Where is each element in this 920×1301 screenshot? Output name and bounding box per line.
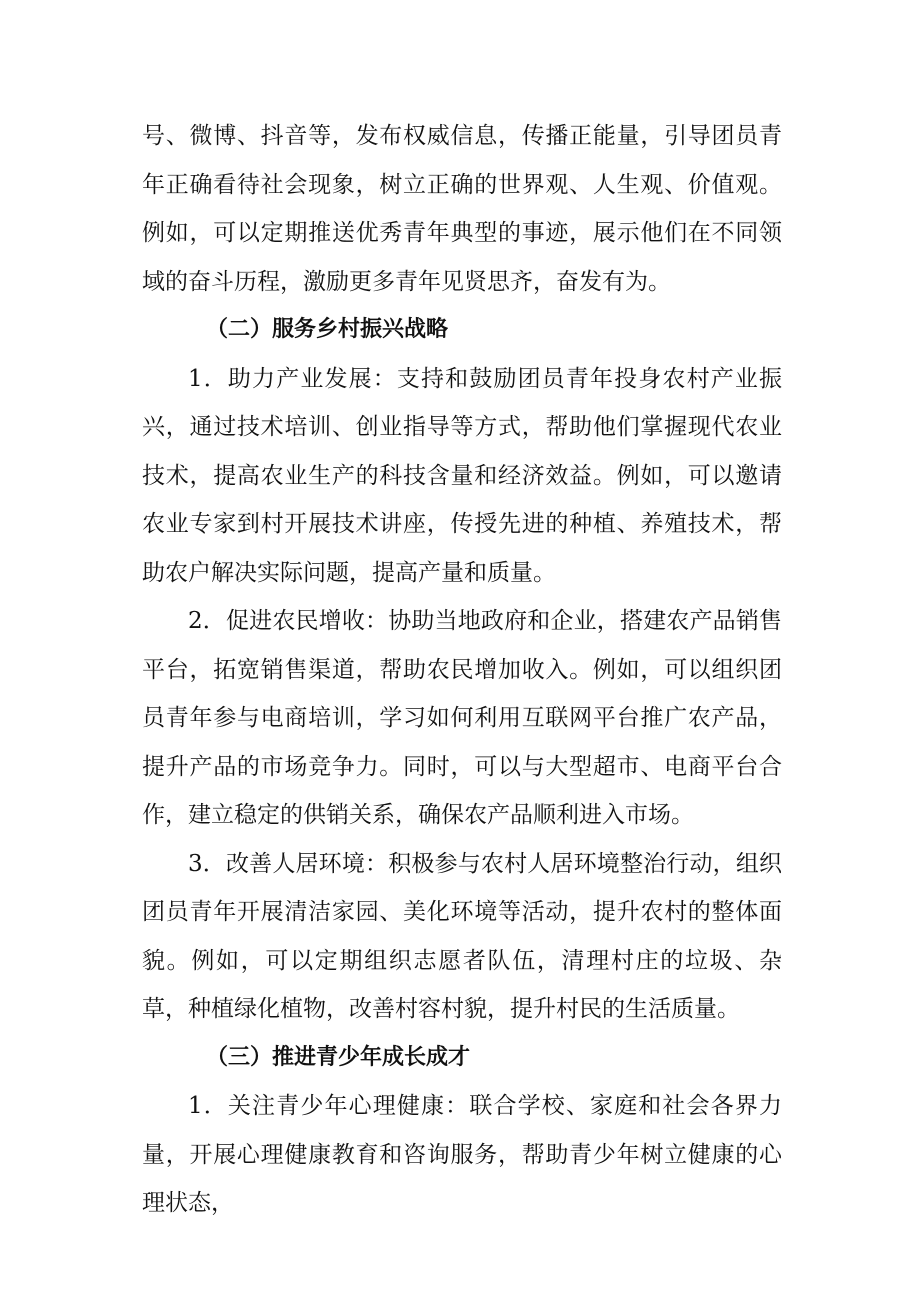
paragraph-industry-development: 1．助力产业发展：支持和鼓励团员青年投身农村产业振兴，通过技术培训、创业指导等方式，帮助他们掌握现代农业技术，提高农业生产的科技含量和经济效益。例如，可以邀请农业专家到村开展技术讲座，传授先进的种植、养殖技术，帮助农户解决实际问题，提高产量和质量。: [142, 365, 782, 586]
paragraph-living-environment: 3．改善人居环境：积极参与农村人居环境整治行动，组织团员青年开展清洁家园、美化环境等活动，提升农村的整体面貌。例如，可以定期组织志愿者队伍，清理村庄的垃圾、杂草，种植绿化植物，改善村容村貌，提升村民的生活质量。: [142, 850, 782, 1022]
paragraph-youth-mental-health: 1．关注青少年心理健康：联合学校、家庭和社会各界力量，开展心理健康教育和咨询服务，帮助青少年树立健康的心理状态，: [142, 1093, 782, 1216]
paragraph-continuation: 号、微博、抖音等，发布权威信息，传播正能量，引导团员青年正确看待社会现象，树立正确的世界观、人生观、价值观。例如，可以定期推送优秀青年典型的事迹，展示他们在不同领域的奋斗历程，激励更多青年见贤思齐，奋发有为。: [142, 123, 782, 295]
paragraph-farmer-income: 2．促进农民增收：协助当地政府和企业，搭建农产品销售平台，拓宽销售渠道，帮助农民增加收入。例如，可以组织团员青年参与电商培训，学习如何利用互联网平台推广农产品，提升产品的市场竞争力。同时，可以与大型超市、电商平台合作，建立稳定的供销关系，确保农产品顺利进入市场。: [142, 608, 782, 828]
document-body: [142, 112, 782, 1228]
section-heading-rural-revitalization: （二）服务乡村振兴战略: [206, 317, 449, 342]
section-heading-youth-growth: （三）推进青少年成长成才: [206, 1044, 471, 1070]
